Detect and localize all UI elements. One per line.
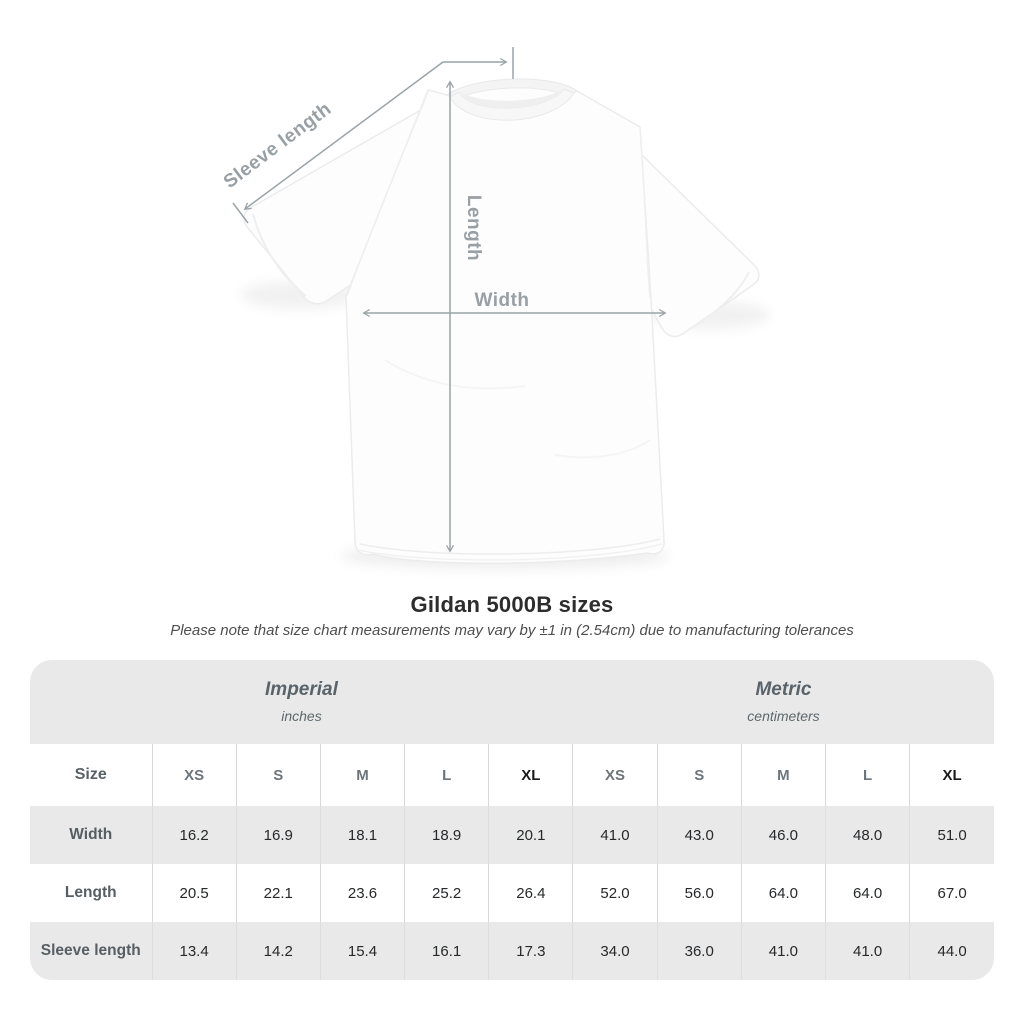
value-cell: 46.0 — [741, 806, 825, 864]
value-cell: 67.0 — [910, 864, 994, 922]
imperial-group-unit: inches — [281, 707, 322, 724]
value-cell: 36.0 — [657, 922, 741, 980]
metric-group-header — [573, 660, 994, 744]
sleeve-length-label: Sleeve length — [219, 98, 336, 193]
value-cell: 18.1 — [320, 806, 404, 864]
row-label: Sleeve length — [30, 922, 152, 980]
table-row-sleeve-length — [30, 922, 994, 980]
tolerance-note: Please note that size chart measurements may vary by ±1 in (2.54cm) due to manufacturing tolerances — [170, 622, 854, 639]
value-cell: 16.2 — [152, 806, 236, 864]
table-row-length — [30, 864, 994, 922]
metric-group-unit: centimeters — [747, 707, 820, 724]
unit-group-row — [30, 660, 994, 744]
value-cell: 44.0 — [910, 922, 994, 980]
size-header-imperial-xl: XL — [489, 744, 573, 806]
value-cell: 34.0 — [573, 922, 657, 980]
size-chart-table — [30, 660, 994, 980]
value-cell: 64.0 — [741, 864, 825, 922]
size-header-metric-xl: XL — [910, 744, 994, 806]
value-cell: 14.2 — [236, 922, 320, 980]
value-cell: 20.5 — [152, 864, 236, 922]
size-header-imperial-l: L — [405, 744, 489, 806]
value-cell: 15.4 — [320, 922, 404, 980]
size-header-imperial-xs: XS — [152, 744, 236, 806]
value-cell: 52.0 — [573, 864, 657, 922]
row-label: Width — [30, 806, 152, 864]
value-cell: 56.0 — [657, 864, 741, 922]
size-header-metric-m: M — [741, 744, 825, 806]
size-header-metric-l: L — [826, 744, 910, 806]
width-label: Width — [474, 290, 530, 311]
value-cell: 22.1 — [236, 864, 320, 922]
value-cell: 25.2 — [405, 864, 489, 922]
value-cell: 51.0 — [910, 806, 994, 864]
value-cell: 43.0 — [657, 806, 741, 864]
value-cell: 16.1 — [405, 922, 489, 980]
value-cell: 16.9 — [236, 806, 320, 864]
size-chart — [30, 660, 994, 980]
size-header-row — [30, 744, 994, 806]
page-title: Gildan 5000B sizes — [410, 592, 614, 617]
value-cell: 20.1 — [489, 806, 573, 864]
value-cell: 41.0 — [573, 806, 657, 864]
value-cell: 13.4 — [152, 922, 236, 980]
value-cell: 64.0 — [826, 864, 910, 922]
value-cell: 41.0 — [826, 922, 910, 980]
value-cell: 17.3 — [489, 922, 573, 980]
table-row-width — [30, 806, 994, 864]
imperial-group-header — [30, 660, 573, 744]
size-column-header: Size — [30, 744, 152, 806]
value-cell: 23.6 — [320, 864, 404, 922]
size-header-imperial-s: S — [236, 744, 320, 806]
row-label: Length — [30, 864, 152, 922]
value-cell: 18.9 — [405, 806, 489, 864]
imperial-group-name: Imperial — [265, 679, 338, 701]
length-label: Length — [463, 194, 484, 262]
value-cell: 48.0 — [826, 806, 910, 864]
metric-group-name: Metric — [755, 679, 812, 701]
size-header-metric-s: S — [657, 744, 741, 806]
value-cell: 41.0 — [741, 922, 825, 980]
size-header-metric-xs: XS — [573, 744, 657, 806]
size-header-imperial-m: M — [320, 744, 404, 806]
value-cell: 26.4 — [489, 864, 573, 922]
